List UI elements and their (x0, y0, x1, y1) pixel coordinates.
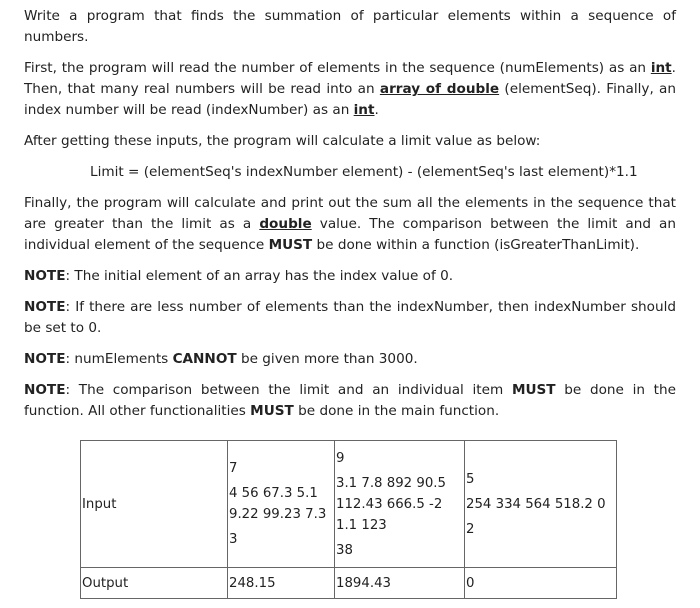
problem-statement (24, 6, 676, 432)
note-label: NOTE (24, 351, 66, 367)
input-row (81, 441, 617, 568)
num-elements: 5 (466, 471, 475, 487)
note-1 (24, 266, 676, 287)
emphasis: MUST (268, 237, 313, 253)
text: . (374, 102, 379, 118)
case-2-output: 1894.43 (335, 568, 465, 599)
text: : If there are less number of elements than the indexNumber, then indexNumber should be set to 0. (24, 299, 676, 336)
text: be done within a function (isGreaterThanLimit). (312, 237, 640, 253)
text: : The comparison between the limit and an individual item (65, 382, 512, 398)
emphasis: CANNOT (172, 351, 237, 367)
element-seq: 3.1 7.8 892 90.5 112.43 666.5 -2 1.1 123 (336, 475, 446, 533)
num-elements: 7 (229, 461, 238, 476)
text: : The initial element of an array has the index value of 0. (65, 268, 454, 284)
text: be done in the main function. (293, 403, 500, 419)
text: First, the program will read the number of elements in the sequence (numElements) as an (24, 60, 651, 76)
output-row (81, 568, 617, 599)
case-1-output: 248.15 (228, 568, 335, 599)
element-seq: 4 56 67.3 5.1 9.22 99.23 7.3 (229, 486, 327, 522)
num-elements: 9 (336, 450, 345, 466)
type-double: double (259, 216, 312, 232)
index-number: 38 (336, 542, 353, 558)
note-label: NOTE (24, 382, 66, 398)
output-description (24, 193, 676, 256)
case-3-output: 0 (465, 568, 617, 599)
emphasis: MUST (511, 382, 556, 398)
text: . Then, that many real numbers will be read into an (24, 60, 676, 97)
input-label: Input (81, 441, 228, 568)
examples-table (80, 440, 617, 599)
text: value. The comparison between the limit and an individual element of the sequence (24, 216, 676, 253)
input-description (24, 58, 676, 121)
element-seq: 254 334 564 518.2 0 (466, 496, 606, 512)
text: be given more than 3000. (236, 351, 418, 367)
text: (elementSeq). Finally, an index number will be read (indexNumber) as an (24, 81, 676, 118)
text: : numElements (65, 351, 173, 367)
emphasis: MUST (250, 403, 294, 419)
note-2 (24, 297, 676, 339)
note-label: NOTE (24, 299, 66, 315)
index-number: 2 (466, 521, 475, 537)
note-4 (24, 380, 676, 422)
note-label: NOTE (24, 268, 66, 284)
note-3 (24, 349, 676, 370)
type-int: int (650, 60, 672, 76)
output-label: Output (81, 568, 228, 599)
index-number: 3 (229, 532, 238, 547)
text: Finally, the program will calculate and print out the sum all the elements in the sequence that are greater than the limit as a (24, 195, 676, 232)
case-3-input (465, 441, 617, 568)
intro: Write a program that finds the summation of particular elements within a sequence of numbers. (24, 8, 676, 45)
limit-formula: Limit = (elementSeq's indexNumber element) - (elementSeq's last element)*1.1 (90, 164, 638, 180)
type-array: array of double (379, 81, 500, 97)
type-int: int (353, 102, 375, 118)
limit-intro: After getting these inputs, the program will calculate a limit value as below: (24, 133, 541, 149)
text: be done in the function. All other functionalities (24, 382, 676, 419)
case-2-input (335, 441, 465, 568)
case-1-input (228, 441, 335, 568)
